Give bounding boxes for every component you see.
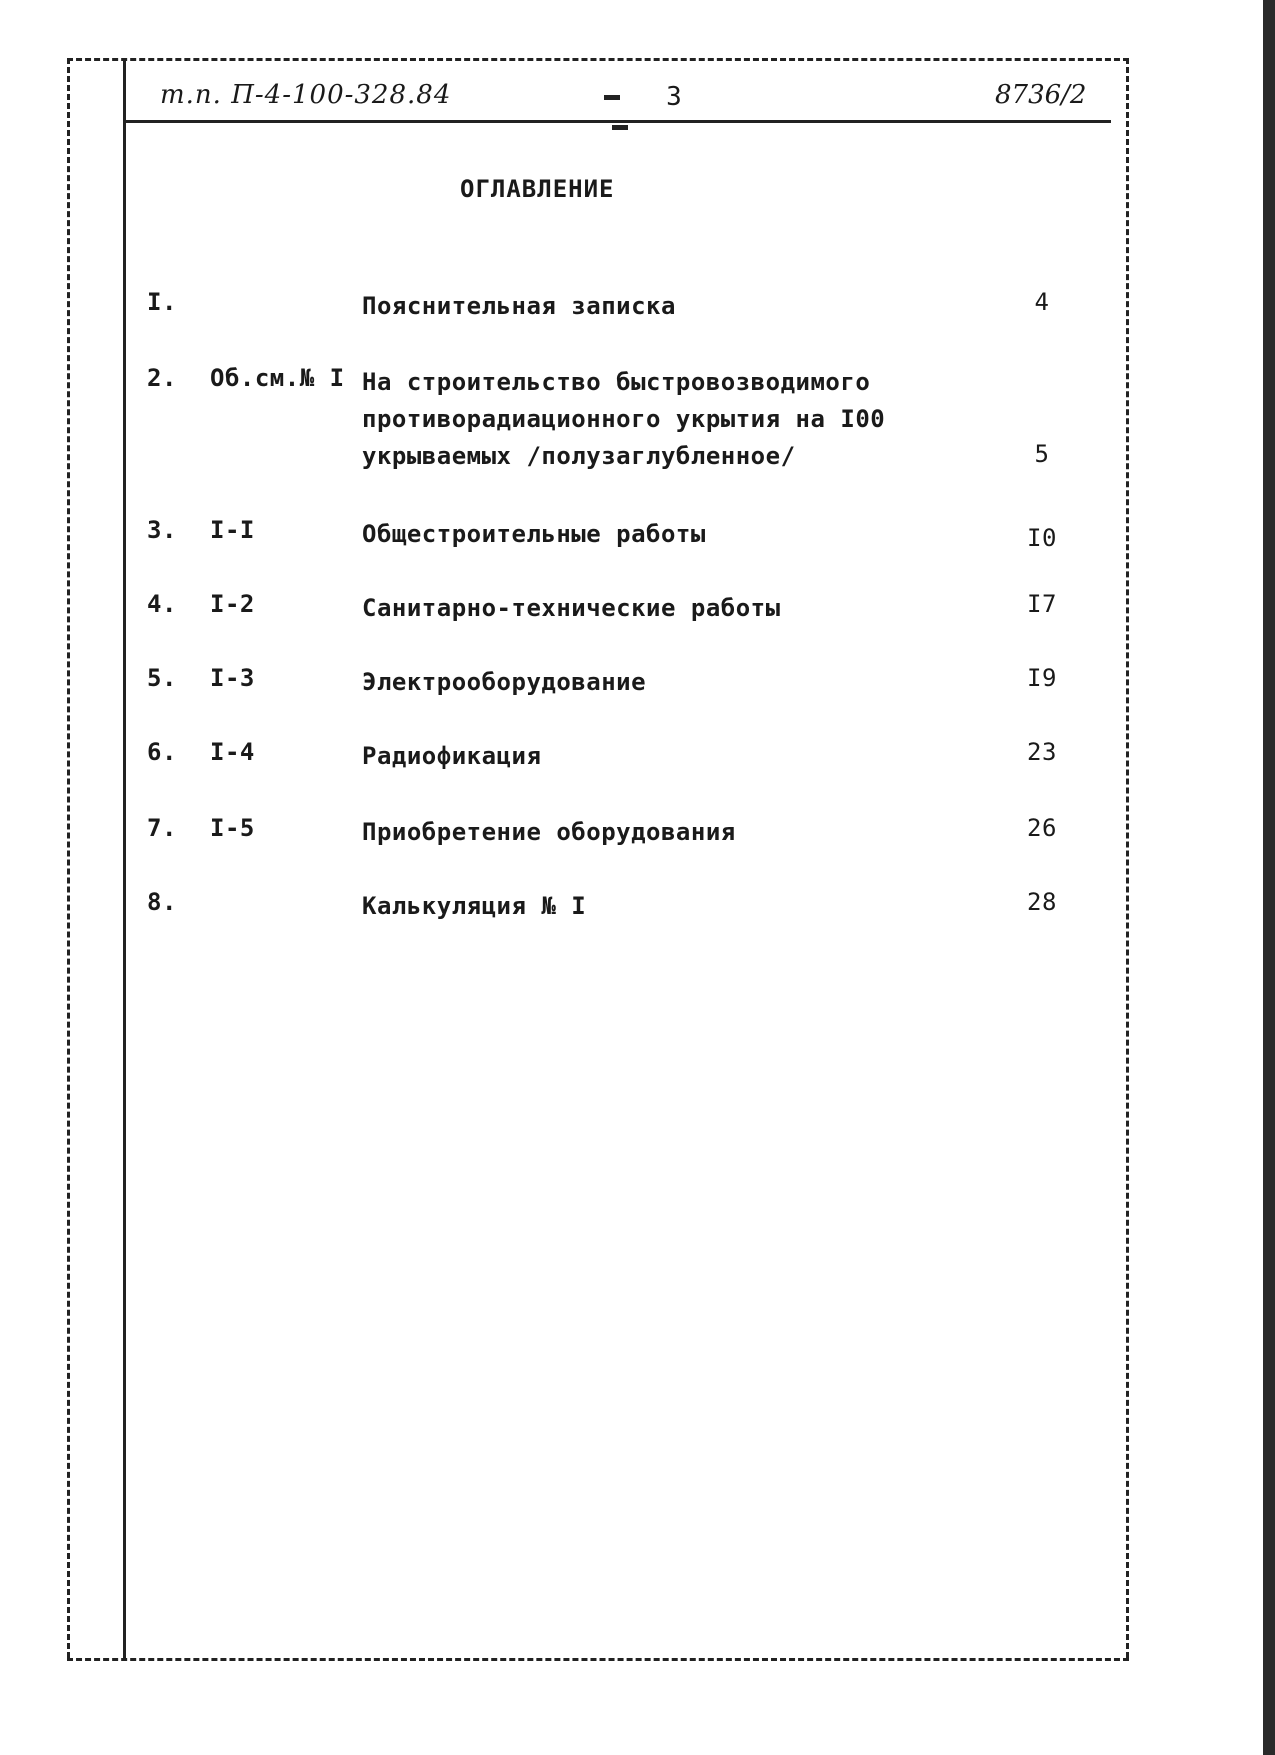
entry-name [362,590,922,627]
entry-page: I0 [1027,524,1057,552]
entry-page: 28 [1027,888,1057,916]
entry-name [362,516,922,553]
dash-left [604,95,620,100]
frame-bottom-border [67,1658,1129,1661]
entry-code: I-4 [210,738,255,766]
entry-name-line: Радиофикация [362,742,542,770]
entry-page: I7 [1027,590,1057,618]
dash-right [612,125,628,130]
entry-name-line: Электрооборудование [362,668,647,696]
entry-name-line: укрываемых /полузаглубленное/ [362,442,796,470]
entry-name-line: Пояснительная записка [362,292,676,320]
entry-page: 23 [1027,738,1057,766]
entry-name [362,814,922,851]
entry-number: 5. [147,664,177,692]
entry-number: I. [147,288,177,316]
entry-name [362,888,922,925]
page-number-value: 3 [666,82,682,112]
entry-page: 26 [1027,814,1057,842]
entry-name-line: На строительство быстровозводимого [362,368,871,396]
entry-code: Об.см.№ I [210,364,345,392]
entry-name-line: противорадиационного укрытия на I00 [362,405,886,433]
entry-page: 4 [1034,288,1050,316]
entry-number: 3. [147,516,177,544]
entry-code: I-I [210,516,255,544]
entry-name [362,364,922,475]
document-code: т.п. П-4-100-328.84 [160,80,452,110]
entry-number: 8. [147,888,177,916]
binding-margin-line [123,58,126,1660]
entry-code: I-3 [210,664,255,692]
entry-name-line: Санитарно-технические работы [362,594,781,622]
entry-name-line: Общестроительные работы [362,520,706,548]
entry-name [362,664,922,701]
document-number: 8736/2 [995,80,1087,110]
page-title: ОГЛАВЛЕНИЕ [460,175,615,203]
entry-name-line: Приобретение оборудования [362,818,736,846]
entry-page: I9 [1027,664,1057,692]
entry-number: 7. [147,814,177,842]
entry-name [362,738,922,775]
entry-code: I-2 [210,590,255,618]
entry-code: I-5 [210,814,255,842]
frame-right-border [1126,58,1129,1658]
entry-page: 5 [1034,440,1050,468]
entry-number: 2. [147,364,177,392]
page-number [520,82,720,142]
page-edge-shadow [1263,0,1275,1755]
entry-number: 6. [147,738,177,766]
frame-top-border [67,58,1129,61]
entry-name-line: Калькуляция № I [362,892,587,920]
entry-name [362,288,922,325]
frame-left-border [67,58,70,1658]
entry-number: 4. [147,590,177,618]
